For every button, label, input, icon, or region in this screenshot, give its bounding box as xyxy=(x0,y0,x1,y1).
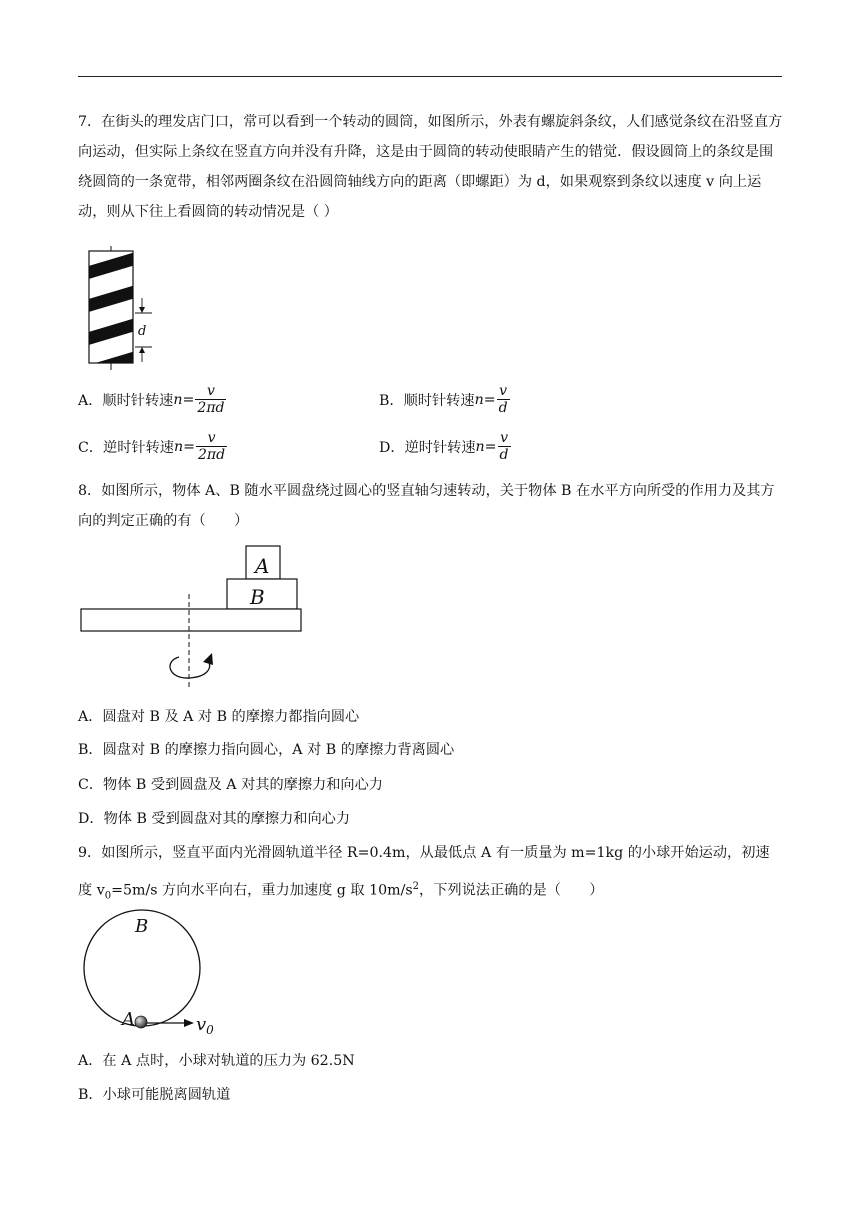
q9-figure-velocity-label xyxy=(196,1014,214,1037)
q7-option-a-den: 2πd xyxy=(197,400,225,416)
q9-figure-b-label: B xyxy=(135,916,149,937)
q7-option-c-num: v xyxy=(207,430,216,446)
q7-option-c-den: 2πd xyxy=(198,447,226,463)
q9-stem-line2 xyxy=(78,877,603,907)
q8-figure-block-b-label: B xyxy=(250,585,265,609)
q9-stem-line2-post: ，下列说法正确的是（ ） xyxy=(419,882,604,899)
q7-option-a[interactable] xyxy=(78,383,226,416)
q7-stem: 7．在街头的理发店门口，常可以看到一个转动的圆筒，如图所示，外表有螺旋斜条纹，人们感觉条纹在沿竖直方向运动，但实际上条纹在竖直方向并没有升降，这是由于圆筒的转动使眼睛产生的错觉．假设圆筒上的条纹是围绕圆筒的一条宽带，相邻两圈条纹在沿圆筒轴线方向的距离（即螺距）为 d，如果观察到条纹以速度 v 向上运动，则从下往上看圆筒的转动情况是（ ） xyxy=(78,114,783,220)
q9-circular-track-figure xyxy=(78,908,238,1038)
q7-option-d[interactable] xyxy=(379,430,511,463)
q7-option-b-label: B．顺时针转速 xyxy=(379,392,475,409)
q7-barber-pole-figure xyxy=(82,246,162,372)
q9-option-b[interactable]: B．小球可能脱离圆轨道 xyxy=(78,1087,231,1103)
q7-option-d-var: n= xyxy=(475,438,497,455)
q7-option-b-var: n= xyxy=(474,391,496,408)
q7-option-a-num: v xyxy=(206,383,215,399)
q7-option-b-den: d xyxy=(498,400,508,416)
q8-option-a[interactable]: A．圆盘对 B 及 A 对 B 的摩擦力都指向圆心 xyxy=(78,709,360,725)
q7-option-d-label: D．逆时针转速 xyxy=(379,439,476,456)
q7-option-c-label: C．逆时针转速 xyxy=(78,439,174,456)
q7-option-c[interactable] xyxy=(78,430,227,463)
q8-option-d[interactable]: D．物体 B 受到圆盘对其的摩擦力和向心力 xyxy=(78,811,351,827)
q7-option-b-num: v xyxy=(499,383,508,399)
q7-figure-d-label: d xyxy=(138,324,147,339)
q7-option-c-fraction xyxy=(196,430,227,463)
q9-stem-line1: 9．如图所示，竖直平面内光滑圆轨道半径 R=0.4m，从最低点 A 有一质量为 m=1kg 的小球开始运动，初速 xyxy=(78,845,770,861)
q7-option-d-num: v xyxy=(500,430,508,446)
q7-option-a-fraction xyxy=(195,383,226,416)
q9-stem-line2-pre: 度 v xyxy=(78,882,105,899)
q7-option-a-label: A．顺时针转速 xyxy=(78,392,174,409)
q8-stem: 8．如图所示，物体 A、B 随水平圆盘绕过圆心的竖直轴匀速转动，关于物体 B 在水平方向所受的作用力及其方向的判定正确的有（ ） xyxy=(78,483,775,529)
q8-option-c[interactable]: C．物体 B 受到圆盘及 A 对其的摩擦力和向心力 xyxy=(78,777,383,793)
q7-option-b[interactable] xyxy=(379,383,510,416)
q7-option-b-fraction xyxy=(497,383,510,416)
q7-option-d-den: d xyxy=(499,447,509,463)
q9-stem-line2-sup: 2 xyxy=(412,881,420,892)
q9-option-a[interactable]: A．在 A 点时，小球对轨道的压力为 62.5N xyxy=(78,1053,355,1069)
q7-option-c-var: n= xyxy=(173,438,196,455)
q7-option-d-fraction xyxy=(498,430,511,463)
q9-figure-velocity-sub: 0 xyxy=(206,1023,214,1037)
q9-figure-velocity-symbol: v xyxy=(196,1014,207,1035)
q8-turntable-figure xyxy=(78,544,308,694)
header-rule xyxy=(78,76,782,77)
q9-stem-line2-sub: 0 xyxy=(104,890,112,902)
q8-option-b[interactable]: B．圆盘对 B 的摩擦力指向圆心，A 对 B 的摩擦力背离圆心 xyxy=(78,742,455,758)
q9-stem-line2-mid: =5m/s 方向水平向右，重力加速度 g 取 10m/s xyxy=(111,882,413,899)
q9-figure-a-label: A xyxy=(122,1009,135,1030)
q8-figure-block-a-label: A xyxy=(255,554,270,578)
q7-option-a-var: n= xyxy=(173,391,195,408)
